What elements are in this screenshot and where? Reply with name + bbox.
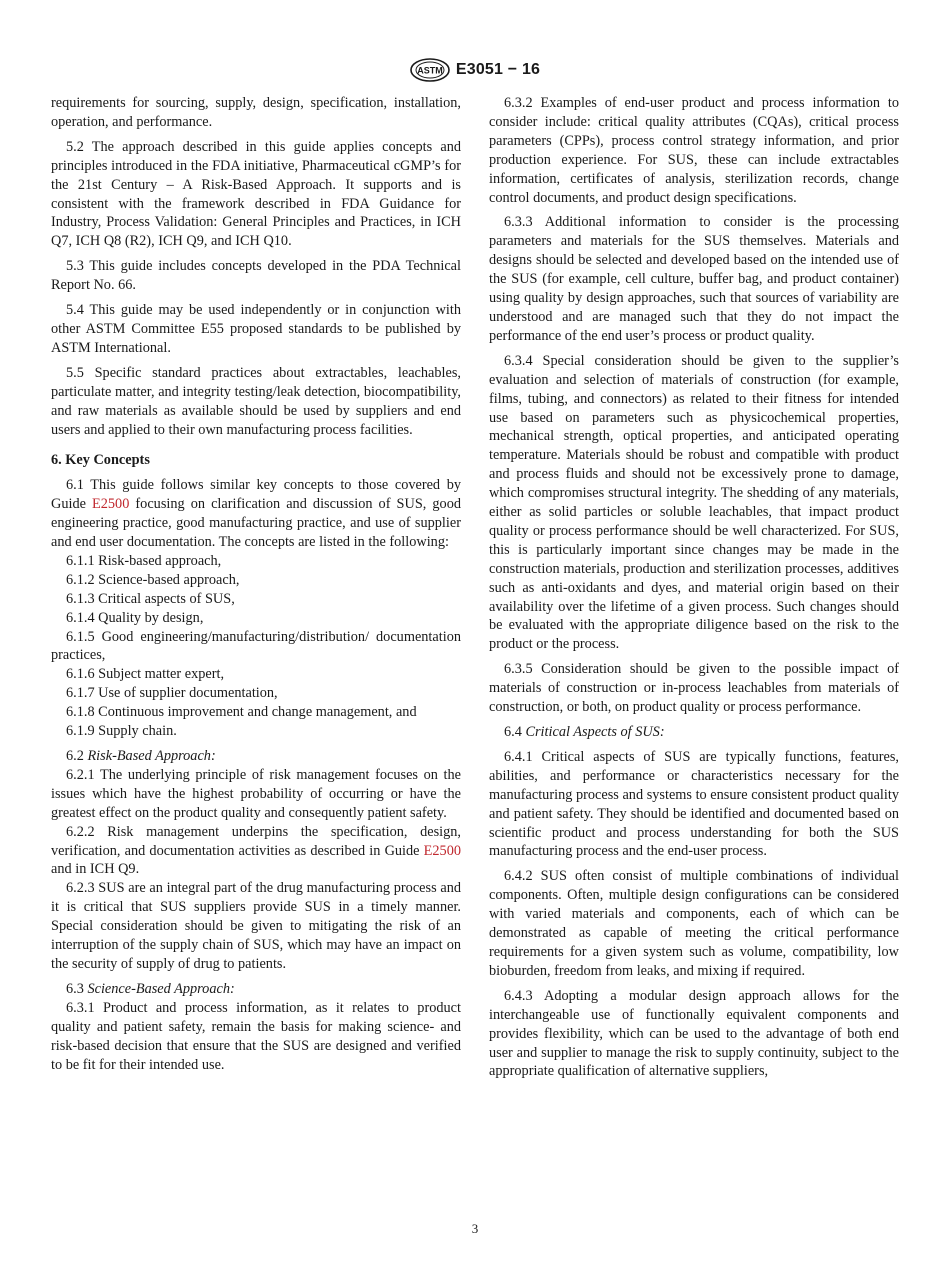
list-item: 6.1.3 Critical aspects of SUS, [66,590,235,607]
paragraph-6-2-2 [51,823,461,880]
paragraph-6-2 [51,747,461,766]
paragraph-6-4-1: 6.4.1 Critical aspects of SUS are typically functions, features, abilities, and performance or characteristics necessary for the manufacturing process and systems to ensure consistent product quality and patient safety. They should be identified and documented based on scientific product and process understanding for both the SUS manufacturing process and the end-user process. [489,748,899,860]
paragraph-6-3-4: 6.3.4 Special consideration should be given to the supplier’s evaluation and selection of materials of construction (for example, films, tubing, and connectors) as related to their fitness for intended use based on parameters such as physicochemical properties, mechanical strength, optical properties, and anticipated operating temperature. Materials should be robust and compatible with product and process fluids and should not be excessively prone to damage, which compromises structural integrity. The shedding of any materials, either as solid particles or soluble leachables, that impact product quality or process performance should be well characterized. For SUS, this is particularly important since changes may be made in the construction materials, production and sterilization processes, additives such as anti-oxidants and dyes, and material origin based on their availability over the lifetime of a given process. Such changes should be evaluated with the appropriate diligence based on the risk to the product or the process. [489,352,899,653]
list-item: 6.1.5 Good engineering/manufacturing/distribution/ documentation practices, [51,628,461,664]
astm-logo-icon [410,58,450,82]
list-item: 6.1.1 Risk-based approach, [66,552,222,569]
standard-designation: E3051 − 16 [455,61,541,78]
list-item: 6.1.7 Use of supplier documentation, [66,685,278,702]
list-item: 6.1.4 Quality by design, [66,609,204,626]
subsection-title: Risk-Based Approach: [87,748,216,764]
text-span: 6.1 This guide follows similar key concepts to those covered by Guide [51,477,461,513]
paragraph-6-3-3: 6.3.3 Additional information to consider is the processing parameters and materials for the SUS themselves. Materials and designs should be selected and developed based on the intended use of the SUS (for example, cell culture, buffer bag, and product container) using quality by design approaches, such that sources of variability are understood and are managed such that they do not impact the performance of the end user’s process or product quality. [489,214,899,344]
text-span: 6.2 [66,748,88,764]
reference-link-e2500[interactable]: E2500 [423,842,461,859]
section-heading-6: 6. Key Concepts [51,452,150,469]
paragraph-6-3 [51,980,461,999]
paragraph-5-2: 5.2 The approach described in this guide applies concepts and principles introduced in the FDA initiative, Pharmaceutical cGMP’s for the 21st Century – A Risk-Based Approach. It supports and is consistent with the framework described in FDA Guidance for Industry, Process Validation: General Principles and Practices, in ICH Q7, ICH Q8 (R2), ICH Q9, and ICH Q10. [51,138,461,250]
text-span: 6.3 [66,980,88,997]
list-item: 6.1.2 Science-based approach, [66,571,240,588]
list-item: 6.1.9 Supply chain. [66,723,177,740]
text-span: and in ICH Q9. [51,861,140,878]
paragraph-6-2-1: 6.2.1 The underlying principle of risk management focuses on the issues which have the highest probability of occurring or have the greatest effect on the product quality and consequently patient safety. [51,766,461,821]
paragraph-6-4-2: 6.4.2 SUS often consist of multiple combinations of individual components. Often, multiple design configurations can be considered with varied materials and components, each of which can be demonstrated as capable of meeting the critical performance requirements for a given system such as volume, compatibility, low bioburden, freedom from leaks, and mixing if required. [489,868,899,979]
paragraph-5-3: 5.3 This guide includes concepts developed in the PDA Technical Report No. 66. [51,258,461,294]
reference-link-e2500[interactable]: E2500 [92,496,130,513]
list-item: 6.1.6 Subject matter expert, [66,666,225,683]
paragraph-continuation: requirements for sourcing, supply, design, specification, installation, operation, and performance. [51,95,461,130]
logo-label: ASTM [417,65,443,76]
subsection-title: Science-Based Approach: [87,980,235,997]
paragraph-5-4: 5.4 This guide may be used independently or in conjunction with other ASTM Committee E55 proposed standards to be published by ASTM International. [51,302,461,356]
paragraph-6-2-3: 6.2.3 SUS are an integral part of the drug manufacturing process and it is critical that SUS suppliers provide SUS in a timely manner. Special consideration should be given to mitigating the risk of an interruption of the supply chain of SUS, which may have an impact on the security of supply of drug to patients. [51,880,461,972]
paragraph-6-4 [489,723,899,742]
paragraph-6-3-2: 6.3.2 Examples of end-user product and process information to consider include: critical quality attributes (CQAs), critical process parameters (CPPs), process control strategy information, and prior production experience. For SUS, these can include extractables information, certificates of analysis, sterilization records, change control documents, and product design specifications. [489,95,899,206]
left-column [51,94,461,1080]
text-span: 6.2.2 Risk management underpins the specification, design, verification, and documentation activities as described in Guide [51,823,461,859]
text-span: 6.4 [504,724,526,740]
subsection-title: Critical Aspects of SUS: [525,724,665,740]
paragraph-6-3-5: 6.3.5 Consideration should be given to the possible impact of materials of construction or in-process leachables from materials of construction, or both, on product quality or process performance. [489,661,899,716]
right-column [489,94,899,1087]
list-item: 6.1.8 Continuous improvement and change management, and [66,704,417,721]
paragraph-6-1 [51,476,461,552]
paragraph-5-5: 5.5 Specific standard practices about extractables, leachables, particulate matter, and integrity testing/leak detection, biocompatibility, and raw materials as available should be used by suppliers and end users and applied to their own manufacturing process facilities. [51,364,461,438]
paragraph-6-4-3: 6.4.3 Adopting a modular design approach allows for the interchangeable use of functionally equivalent components and provides flexibility, which can be used to the advantage of both end user and supplier to manage the risk to supply continuity, subject to the appropriate qualification of alternative suppliers, [489,987,899,1080]
text-span: focusing on clarification and discussion of SUS, good engineering practice, good manufacturing practice, and use of supplier and end user documentation. The concepts are listed in the following: [51,496,461,551]
page-header [0,57,950,83]
paragraph-6-3-1: 6.3.1 Product and process information, as it relates to product quality and patient safety, remain the basis for making science- and risk-based decision that ensure that the SUS are designed and verified to be fit for their intended use. [51,999,461,1073]
page-number: 3 [471,1221,479,1236]
